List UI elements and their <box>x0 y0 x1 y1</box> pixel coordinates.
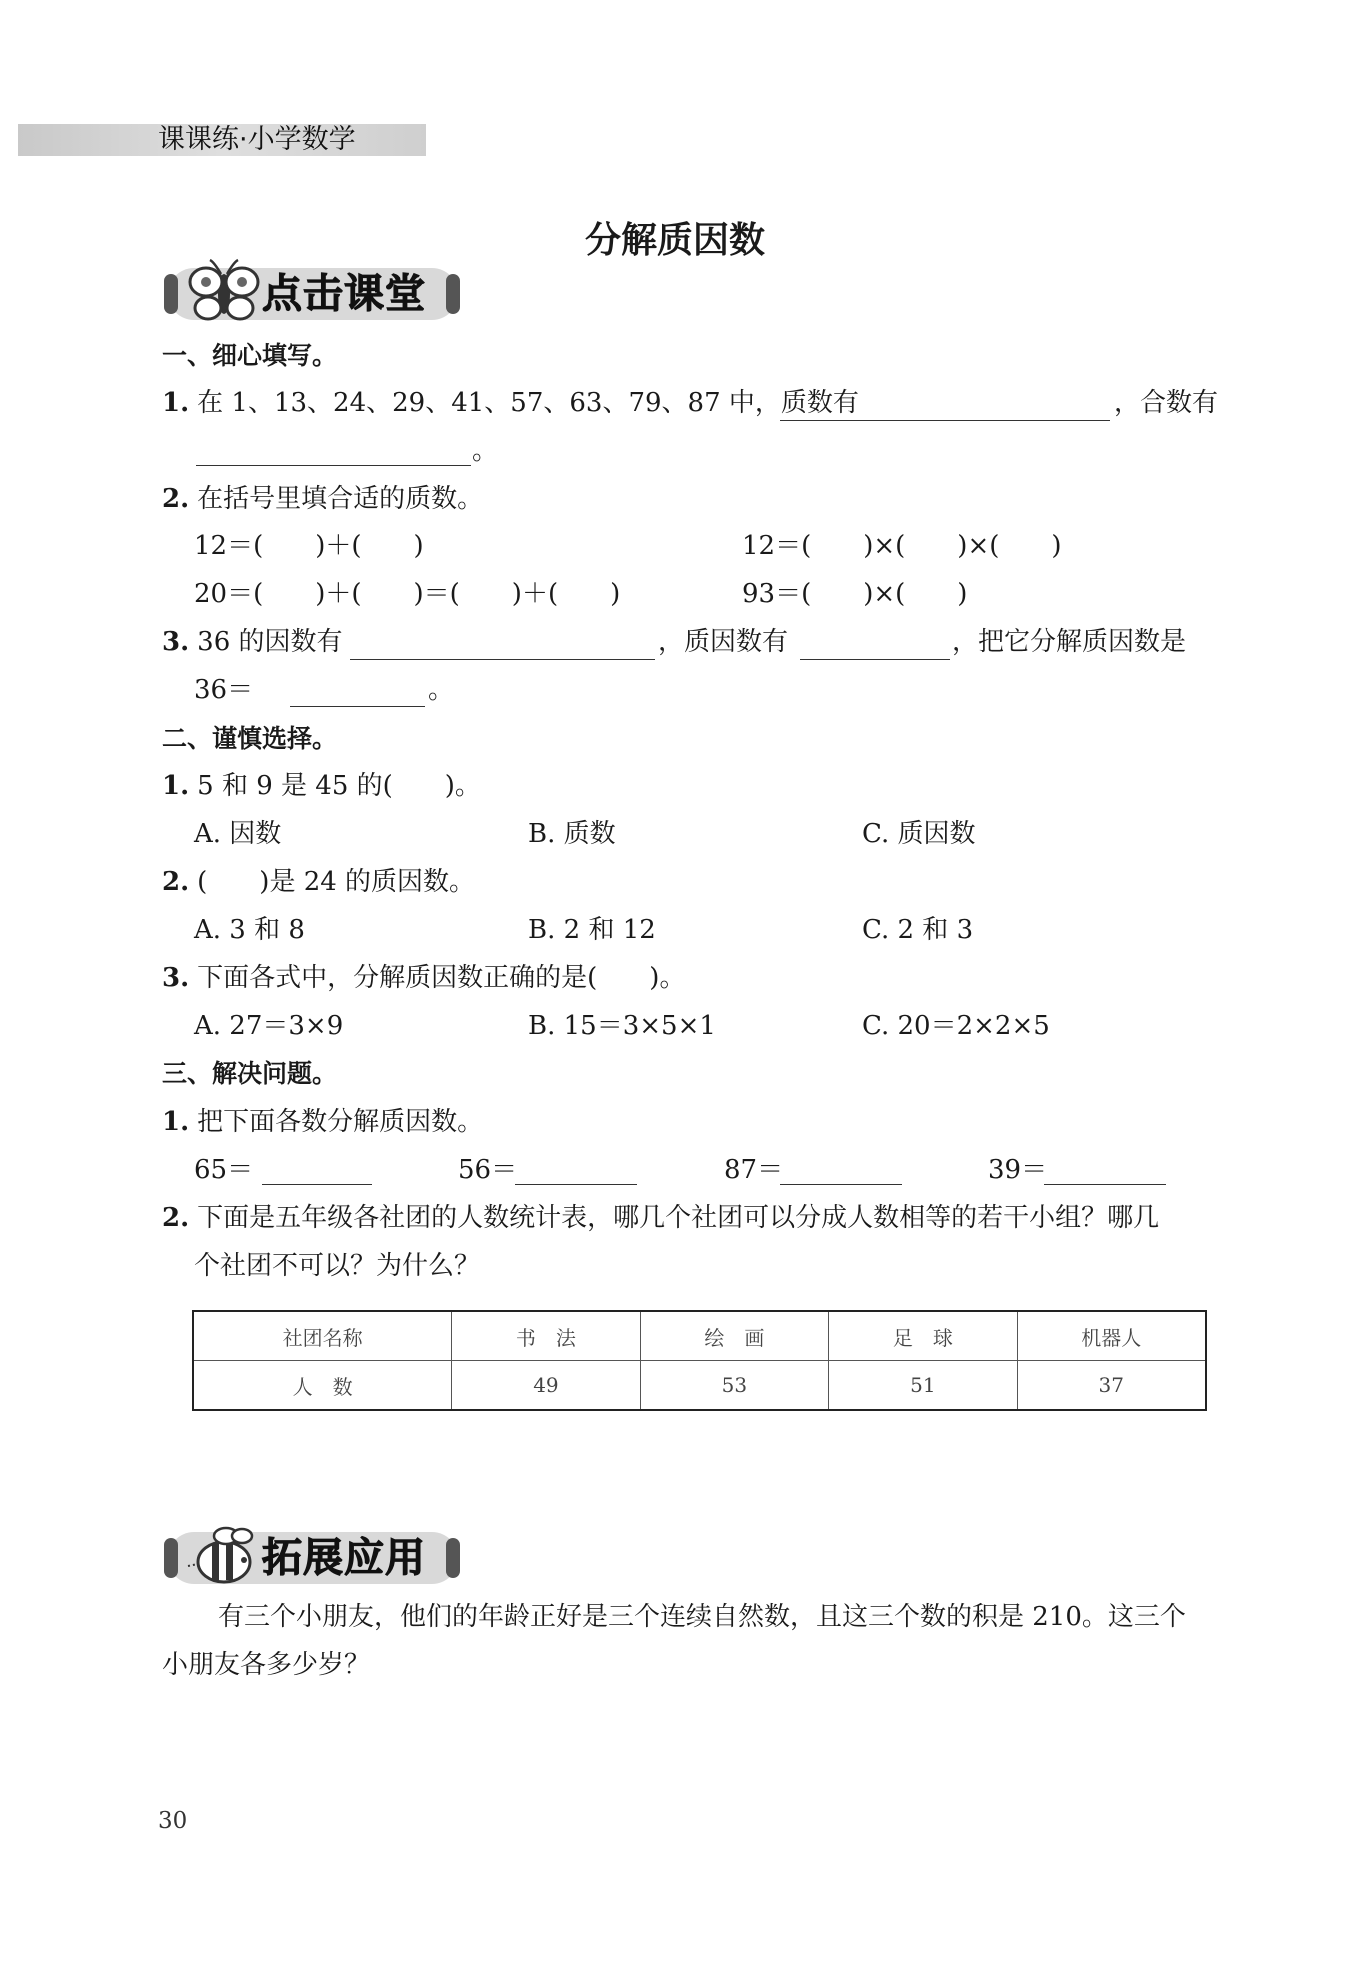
page-title: 分解质因数 <box>584 220 765 261</box>
bee-icon <box>180 1518 264 1590</box>
butterfly-icon <box>184 258 264 328</box>
fill-q2-eq1: 12＝( )＋( ) <box>194 531 424 561</box>
fill-q3-blank-factorization[interactable] <box>290 706 425 707</box>
classroom-banner-label: 点击课堂 <box>262 271 426 317</box>
page-number: 30 <box>158 1808 188 1834</box>
choose-q1-option-c[interactable]: C. 质因数 <box>862 819 976 849</box>
solve-q1-item-56: 56＝ <box>458 1155 518 1185</box>
fill-q2-eq2: 12＝( )×( )×( ) <box>742 531 1062 561</box>
choose-q2: 2. ( )是 24 的质因数。 <box>162 867 476 897</box>
fill-q3-blank-prime-factors[interactable] <box>800 659 950 660</box>
fill-q1-end: 。 <box>472 436 499 466</box>
section-solve-heading: 三、解决问题。 <box>162 1059 338 1088</box>
choose-q3: 3. 下面各式中，分解质因数正确的是( )。 <box>162 963 686 993</box>
choose-q2-option-b[interactable]: B. 2 和 12 <box>528 915 656 945</box>
table-header-cell: 绘 画 <box>640 1311 828 1361</box>
choose-q2-option-c[interactable]: C. 2 和 3 <box>862 915 974 945</box>
choose-q1-option-a[interactable]: A. 因数 <box>194 819 282 849</box>
solve-q1-blank-65[interactable] <box>262 1184 372 1185</box>
extension-banner-label: 拓展应用 <box>262 1535 426 1581</box>
solve-q2-line2: 个社团不可以？为什么？ <box>194 1251 481 1281</box>
table-header-cell: 足 球 <box>829 1311 1017 1361</box>
fill-q3: 3. 36 的因数有 <box>162 627 343 657</box>
fill-q2-eq3: 20＝( )＋( )＝( )＋( ) <box>194 579 621 609</box>
extension-line1: 有三个小朋友，他们的年龄正好是三个连续自然数，且这三个数的积是 210。这三个 <box>218 1602 1186 1632</box>
fill-q2-eq4: 93＝( )×( ) <box>742 579 968 609</box>
solve-q1-blank-87[interactable] <box>780 1184 902 1185</box>
fill-q3-blank-factors[interactable] <box>350 659 655 660</box>
choose-q3-option-b[interactable]: B. 15＝3×5×1 <box>528 1011 716 1041</box>
choose-q1: 1. 5 和 9 是 45 的( )。 <box>162 771 481 801</box>
club-table <box>192 1310 1207 1411</box>
table-header-cell: 社团名称 <box>193 1311 452 1361</box>
table-row-label: 人 数 <box>193 1361 452 1411</box>
solve-q1-blank-56[interactable] <box>515 1184 637 1185</box>
choose-q3-option-c[interactable]: C. 20＝2×2×5 <box>862 1011 1050 1041</box>
fill-q3-line2: 36＝ <box>194 675 254 705</box>
fill-q2: 2. 在括号里填合适的质数。 <box>162 484 484 514</box>
choose-q1-option-b[interactable]: B. 质数 <box>528 819 616 849</box>
table-header-cell: 书 法 <box>452 1311 640 1361</box>
section-fill-heading: 一、细心填写。 <box>162 341 338 370</box>
fill-q1: 1. 在 1、13、24、29、41、57、63、79、87 中，质数有 <box>162 388 859 418</box>
table-cell: 53 <box>640 1361 828 1411</box>
table-row <box>193 1361 1206 1411</box>
solve-q1-blank-39[interactable] <box>1044 1184 1166 1185</box>
fill-q1-mid: ，合数有 <box>1114 388 1219 418</box>
series-title: 课课练·小学数学 <box>158 124 356 155</box>
choose-q3-option-a[interactable]: A. 27＝3×9 <box>194 1011 344 1041</box>
table-row <box>193 1311 1206 1361</box>
choose-q2-option-a[interactable]: A. 3 和 8 <box>194 915 305 945</box>
table-cell: 49 <box>452 1361 640 1411</box>
solve-q1-item-65: 65＝ <box>194 1155 254 1185</box>
section-choose-heading: 二、谨慎选择。 <box>162 724 338 753</box>
solve-q2: 2. 下面是五年级各社团的人数统计表，哪几个社团可以分成人数相等的若干小组？哪几 <box>162 1203 1160 1233</box>
extension-line2: 小朋友各多少岁？ <box>162 1650 371 1680</box>
fill-q1-blank-primes[interactable] <box>780 420 1110 421</box>
fill-q3-mid: ，质因数有 <box>658 627 789 657</box>
fill-q3-end: 。 <box>428 675 455 705</box>
table-header-cell: 机器人 <box>1017 1311 1206 1361</box>
fill-q1-blank-composites[interactable] <box>196 465 471 466</box>
table-cell: 37 <box>1017 1361 1206 1411</box>
fill-q3-mid2: ，把它分解质因数是 <box>952 627 1187 657</box>
solve-q1-item-87: 87＝ <box>724 1155 784 1185</box>
table-cell: 51 <box>829 1361 1017 1411</box>
solve-q1: 1. 把下面各数分解质因数。 <box>162 1107 484 1137</box>
solve-q1-item-39: 39＝ <box>988 1155 1048 1185</box>
